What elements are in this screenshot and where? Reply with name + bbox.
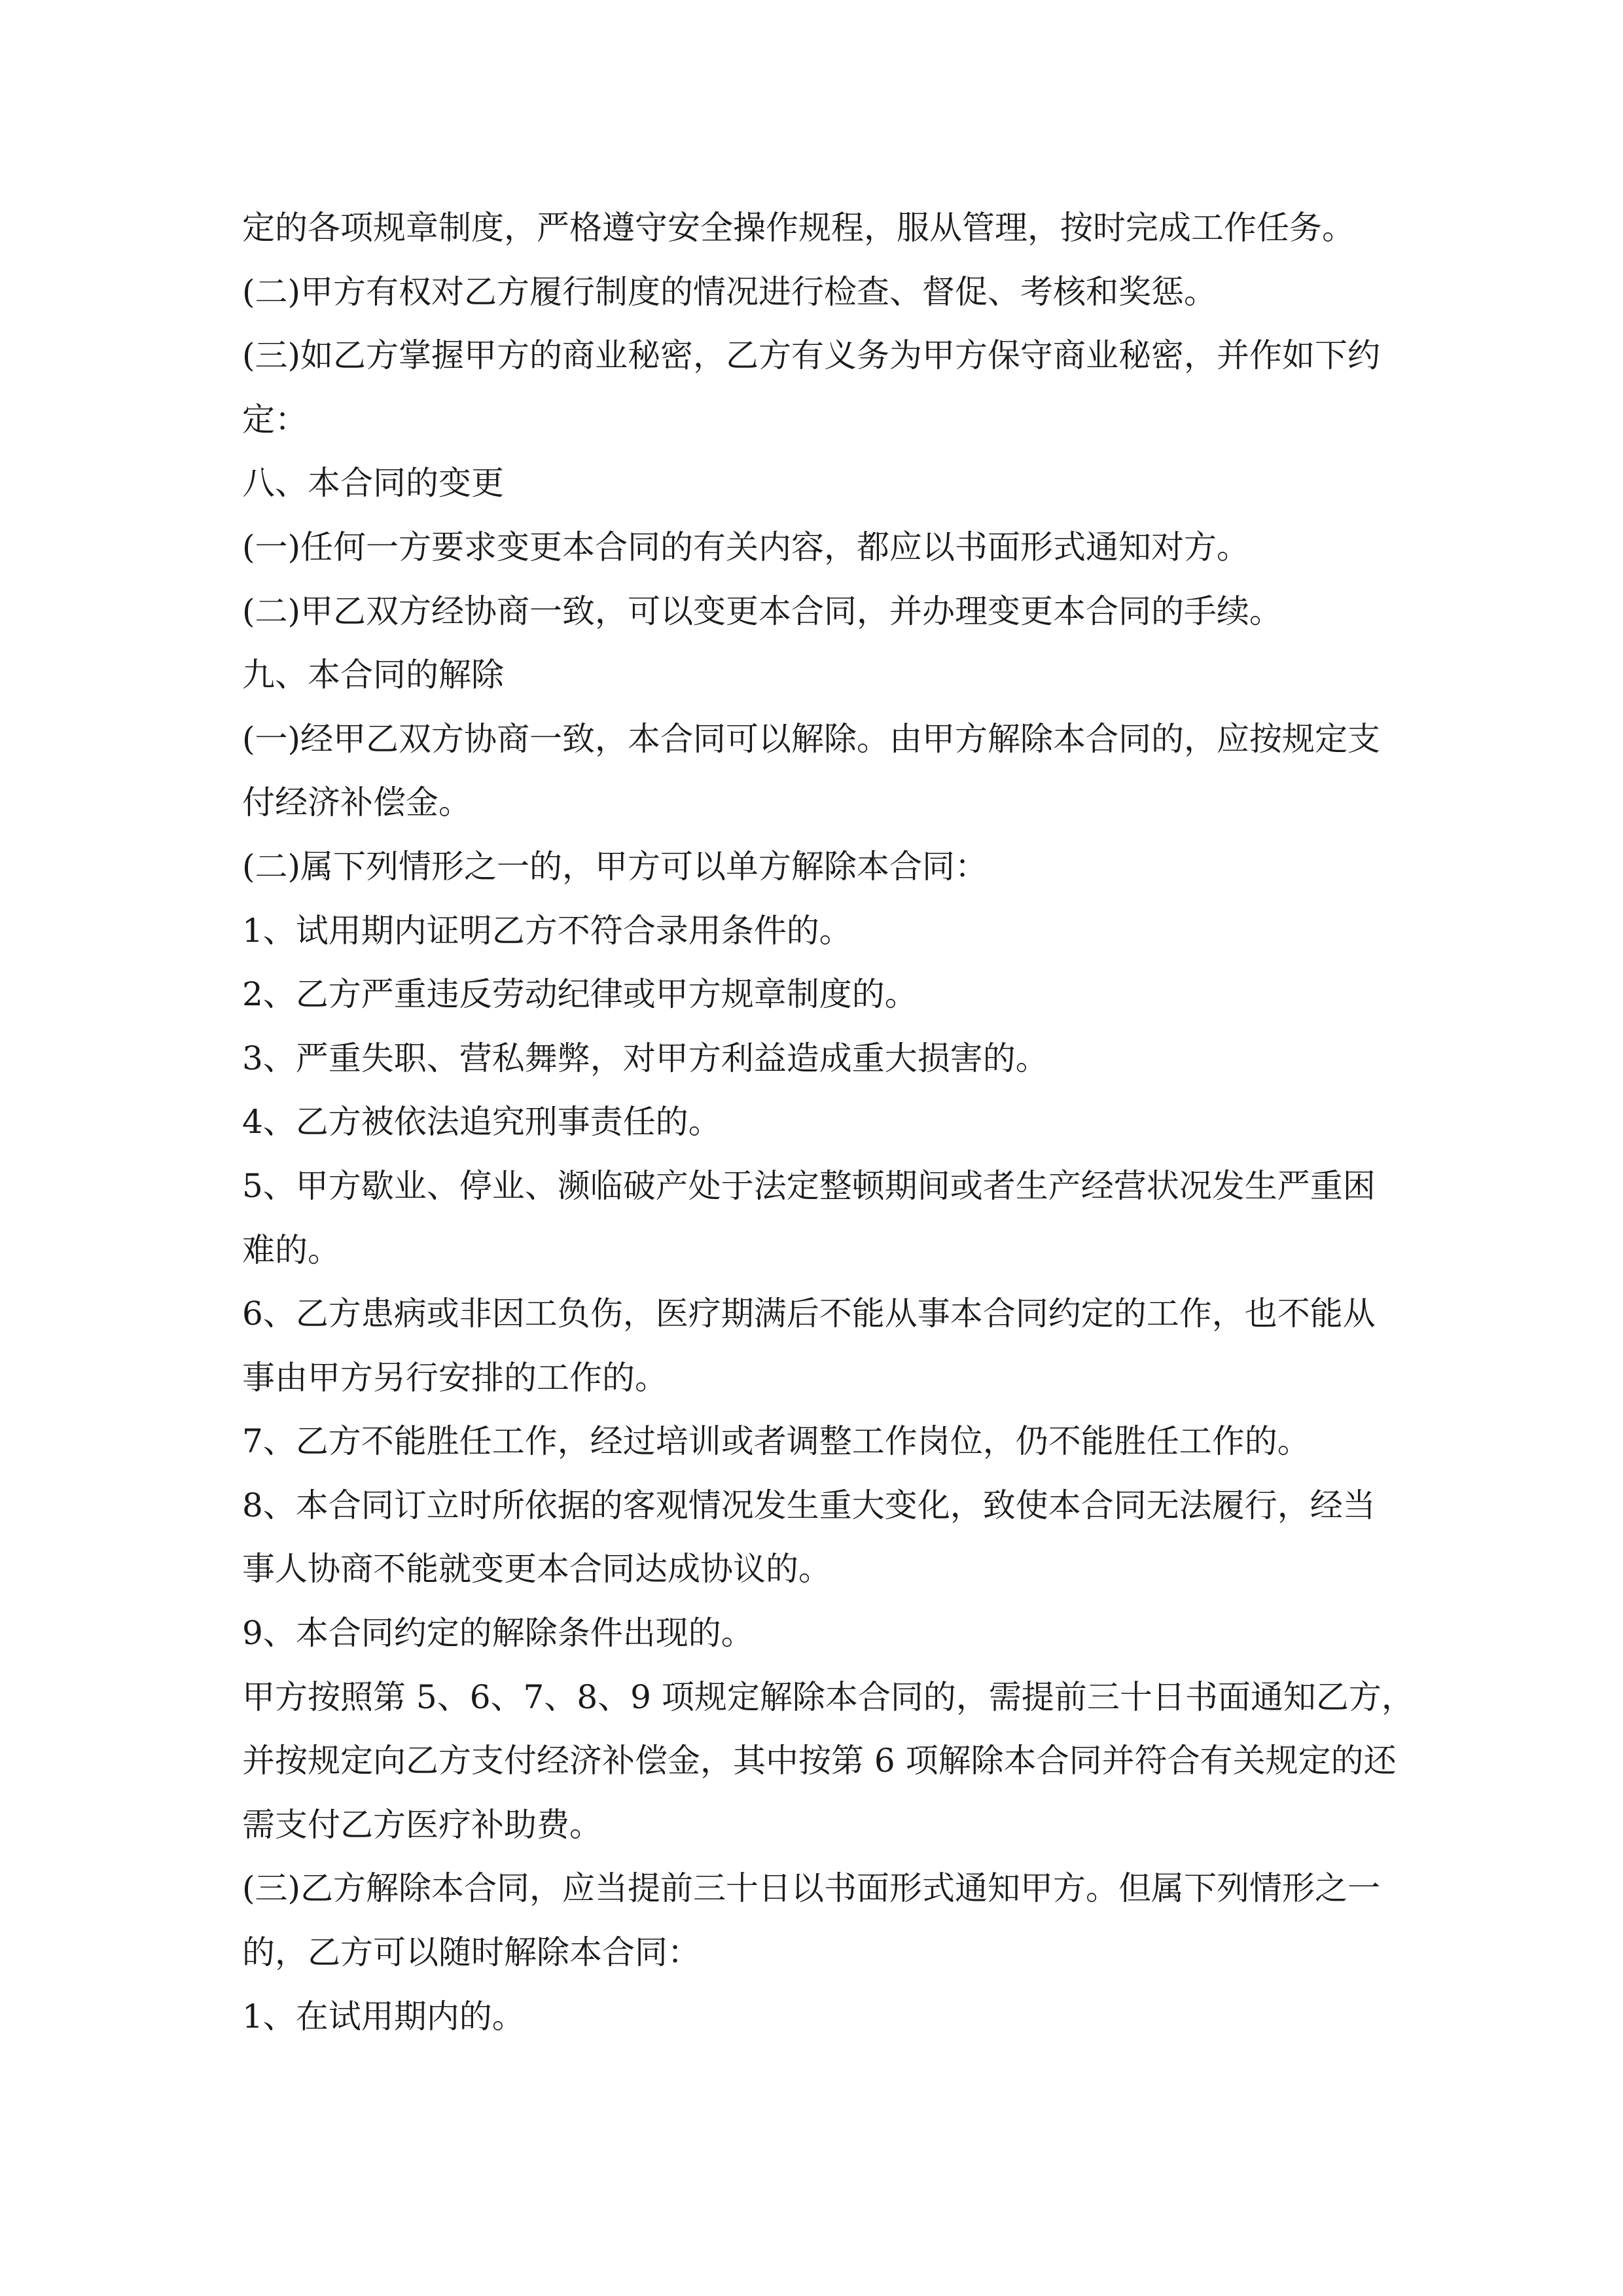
list-item: 1、试用期内证明乙方不符合录用条件的。: [242, 911, 852, 950]
list-item: 2、乙方严重违反劳动纪律或甲方规章制度的。: [242, 975, 918, 1014]
list-item: 4、乙方被依法追究刑事责任的。: [242, 1103, 721, 1141]
text-line: 付经济补偿金。: [242, 783, 471, 822]
section-heading: 九、本合同的解除: [242, 656, 504, 694]
section-heading: 八、本合同的变更: [242, 464, 504, 503]
text-line: 需支付乙方医疗补助费。: [242, 1805, 602, 1844]
text-line: (一)经甲乙双方协商一致，本合同可以解除。由甲方解除本合同的，应按规定支: [242, 719, 1381, 758]
list-item: 6、乙方患病或非因工负伤，医疗期满后不能从事本合同约定的工作，也不能从: [242, 1295, 1376, 1333]
list-item: 8、本合同订立时所依据的客观情况发生重大变化，致使本合同无法履行，经当: [242, 1486, 1376, 1524]
text-line: (二)甲乙双方经协商一致，可以变更本合同，并办理变更本合同的手续。: [242, 592, 1283, 630]
document-page: [242, 196, 1414, 2049]
text-line: 甲方按照第 5、6、7、8、9 项规定解除本合同的，需提前三十日书面通知乙方，: [242, 1677, 1414, 1716]
text-line: 的，乙方可以随时解除本合同：: [242, 1933, 700, 1972]
list-item: 1、在试用期内的。: [242, 1997, 525, 2036]
list-item: 3、严重失职、营私舞弊，对甲方利益造成重大损害的。: [242, 1039, 1048, 1077]
text-line: (三)乙方解除本合同，应当提前三十日以书面形式通知甲方。但属下列情形之一: [242, 1869, 1381, 1908]
text-line: 定：: [242, 400, 308, 439]
text-line: 并按规定向乙方支付经济补偿金，其中按第 6 项解除本合同并符合有关规定的还: [242, 1742, 1397, 1780]
list-item: 事人协商不能就变更本合同达成协议的。: [242, 1550, 831, 1588]
list-item: 5、甲方歇业、停业、濒临破产处于法定整顿期间或者生产经营状况发生严重困: [242, 1166, 1376, 1205]
text-line: (二)属下列情形之一的，甲方可以单方解除本合同：: [242, 847, 988, 886]
list-item: 事由甲方另行安排的工作的。: [242, 1358, 668, 1397]
text-line: (二)甲方有权对乙方履行制度的情况进行检查、督促、考核和奖惩。: [242, 272, 1217, 311]
text-line: (三)如乙方掌握甲方的商业秘密，乙方有义务为甲方保守商业秘密，并作如下约: [242, 336, 1381, 375]
text-line: (一)任何一方要求变更本合同的有关内容，都应以书面形式通知对方。: [242, 528, 1250, 566]
text-line: 定的各项规章制度，严格遵守安全操作规程，服从管理，按时完成工作任务。: [242, 209, 1355, 247]
list-item: 9、本合同约定的解除条件出现的。: [242, 1614, 754, 1653]
list-item: 难的。: [242, 1230, 340, 1269]
list-item: 7、乙方不能胜任工作，经过培训或者调整工作岗位，仍不能胜任工作的。: [242, 1422, 1310, 1461]
